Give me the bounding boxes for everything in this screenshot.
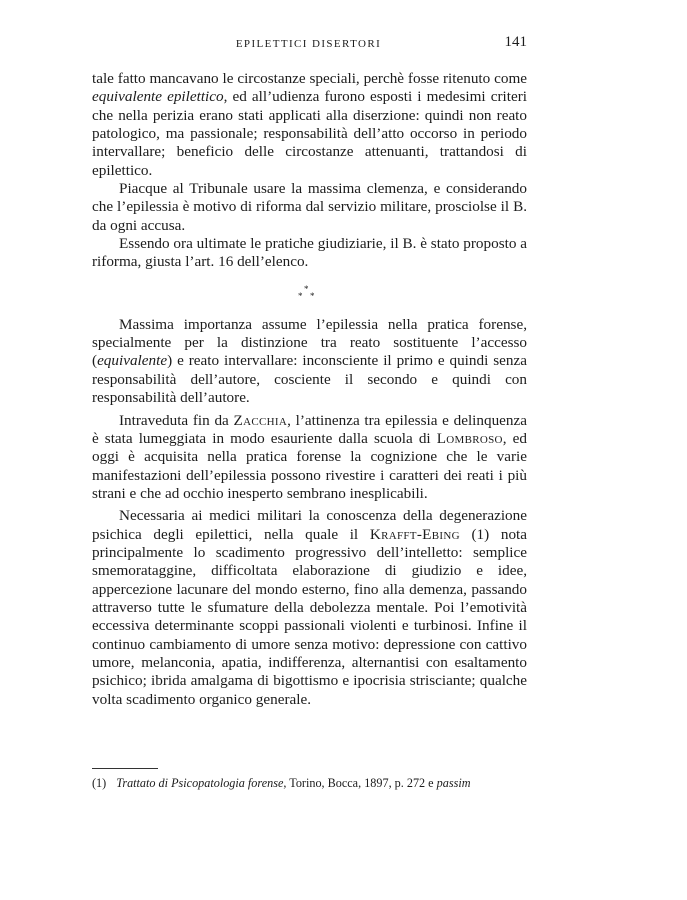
asterisk-glyph: * [310,290,315,301]
footnote-passim: passim [436,776,471,790]
body-text [92,70,527,709]
running-head [90,34,527,54]
paragraph-tribunal: Piacque al Tribunale usare la massima clemenza, e considerando che l’epilessia è motivo di riforma dal servizio militare, prosciolse il B. da ogni accusa. [92,180,527,234]
footnote-publisher: , Torino, Bocca, 1897, p. 272 e [283,776,437,790]
text-run: , ed oggi è acquisita nella pratica forense la cognizione che le varie manifestazioni dell’epilessia possono rivestire i caratteri dei reati i più strani e che ad occhio inesperto sembrano inesplicabili. [92,429,527,502]
author-name: Lombroso [436,429,503,447]
footnote-divider [92,768,158,769]
asterisk-glyph: * [304,283,309,294]
text-run: , l’attinenza tra epilessia e delinquenza è stata lumeggiata in modo esauriente dalla scuola di [92,411,528,447]
paragraph-degeneration [92,507,527,709]
footnote-title: Trattato di Psicopatologia forense [116,776,284,790]
author-name: Krafft-Ebing [369,525,460,543]
paragraph-zacchia [92,412,527,504]
footnote-mark: (1) [92,776,107,790]
text-run: ) e reato intervallare: inconsciente il primo e quindi senza responsabilità dell’autore, cosciente il secondo e quindi con responsabilità dell’autore. [92,352,527,407]
paragraph-reform: Essendo ora ultimate le pratiche giudiziarie, il B. è stato proposto a riforma, giusta l’art. 16 dell’elenco. [92,235,527,271]
paragraph-forensic-importance [92,316,527,408]
text-run: Intraveduta fin da [119,411,234,429]
italic-term: equivalente epilettico [92,88,224,106]
paragraph-continuation [92,70,527,180]
text-run: Necessaria ai medici militari la conoscenza della degenerazione psichica degli epilettici, nella quale il [92,507,527,543]
asterisk-glyph: * [298,290,303,301]
author-name: Zacchia [233,411,288,429]
text-run: (1) nota principalmente lo scadimento progressivo dell’intelletto: semplice smemorataggine, difficoltata elaborazione di giudizio e idee, appercezione lacunare del mondo esterno, fino alla demenza, passando attraverso tutte le sfumature della debolezza mentale. Poi l’emotività eccessiva determinante scoppi passionali violenti e turbinosi. Infine il continuo cambiamento di umore senza motivo: depressione con cattivo umore, melanconia, apatia, indifferenza, alternantisi con esaltamento psichico; ibrida amalgama di bigottismo e ipocrisia strisciante; qualche volta scadimento organico generale. [92,525,528,708]
page-number: 141 [504,34,527,50]
section-separator [92,272,527,316]
italic-term: equivalente [97,352,168,370]
text-run: , ed all’udienza furono esposti i medesimi criteri che nella perizia erano stati applicati alla diserzione: quindi non reato patologico, ma passionale; responsabilità dell’atto occorso in periodo intervallare; beneficio delle circostanze attenuanti, trattandosi di epilettico. [92,88,527,179]
running-title: EPILETTICI DISERTORI [235,38,382,50]
footnote [92,775,527,791]
text-run: Massima importanza assume l’epilessia nella pratica forense, specialmente per la distinzione tra reato sostituente l’accesso ( [92,315,527,370]
text-run: tale fatto mancavano le circostanze speciali, perchè fosse ritenuto come [92,70,527,87]
